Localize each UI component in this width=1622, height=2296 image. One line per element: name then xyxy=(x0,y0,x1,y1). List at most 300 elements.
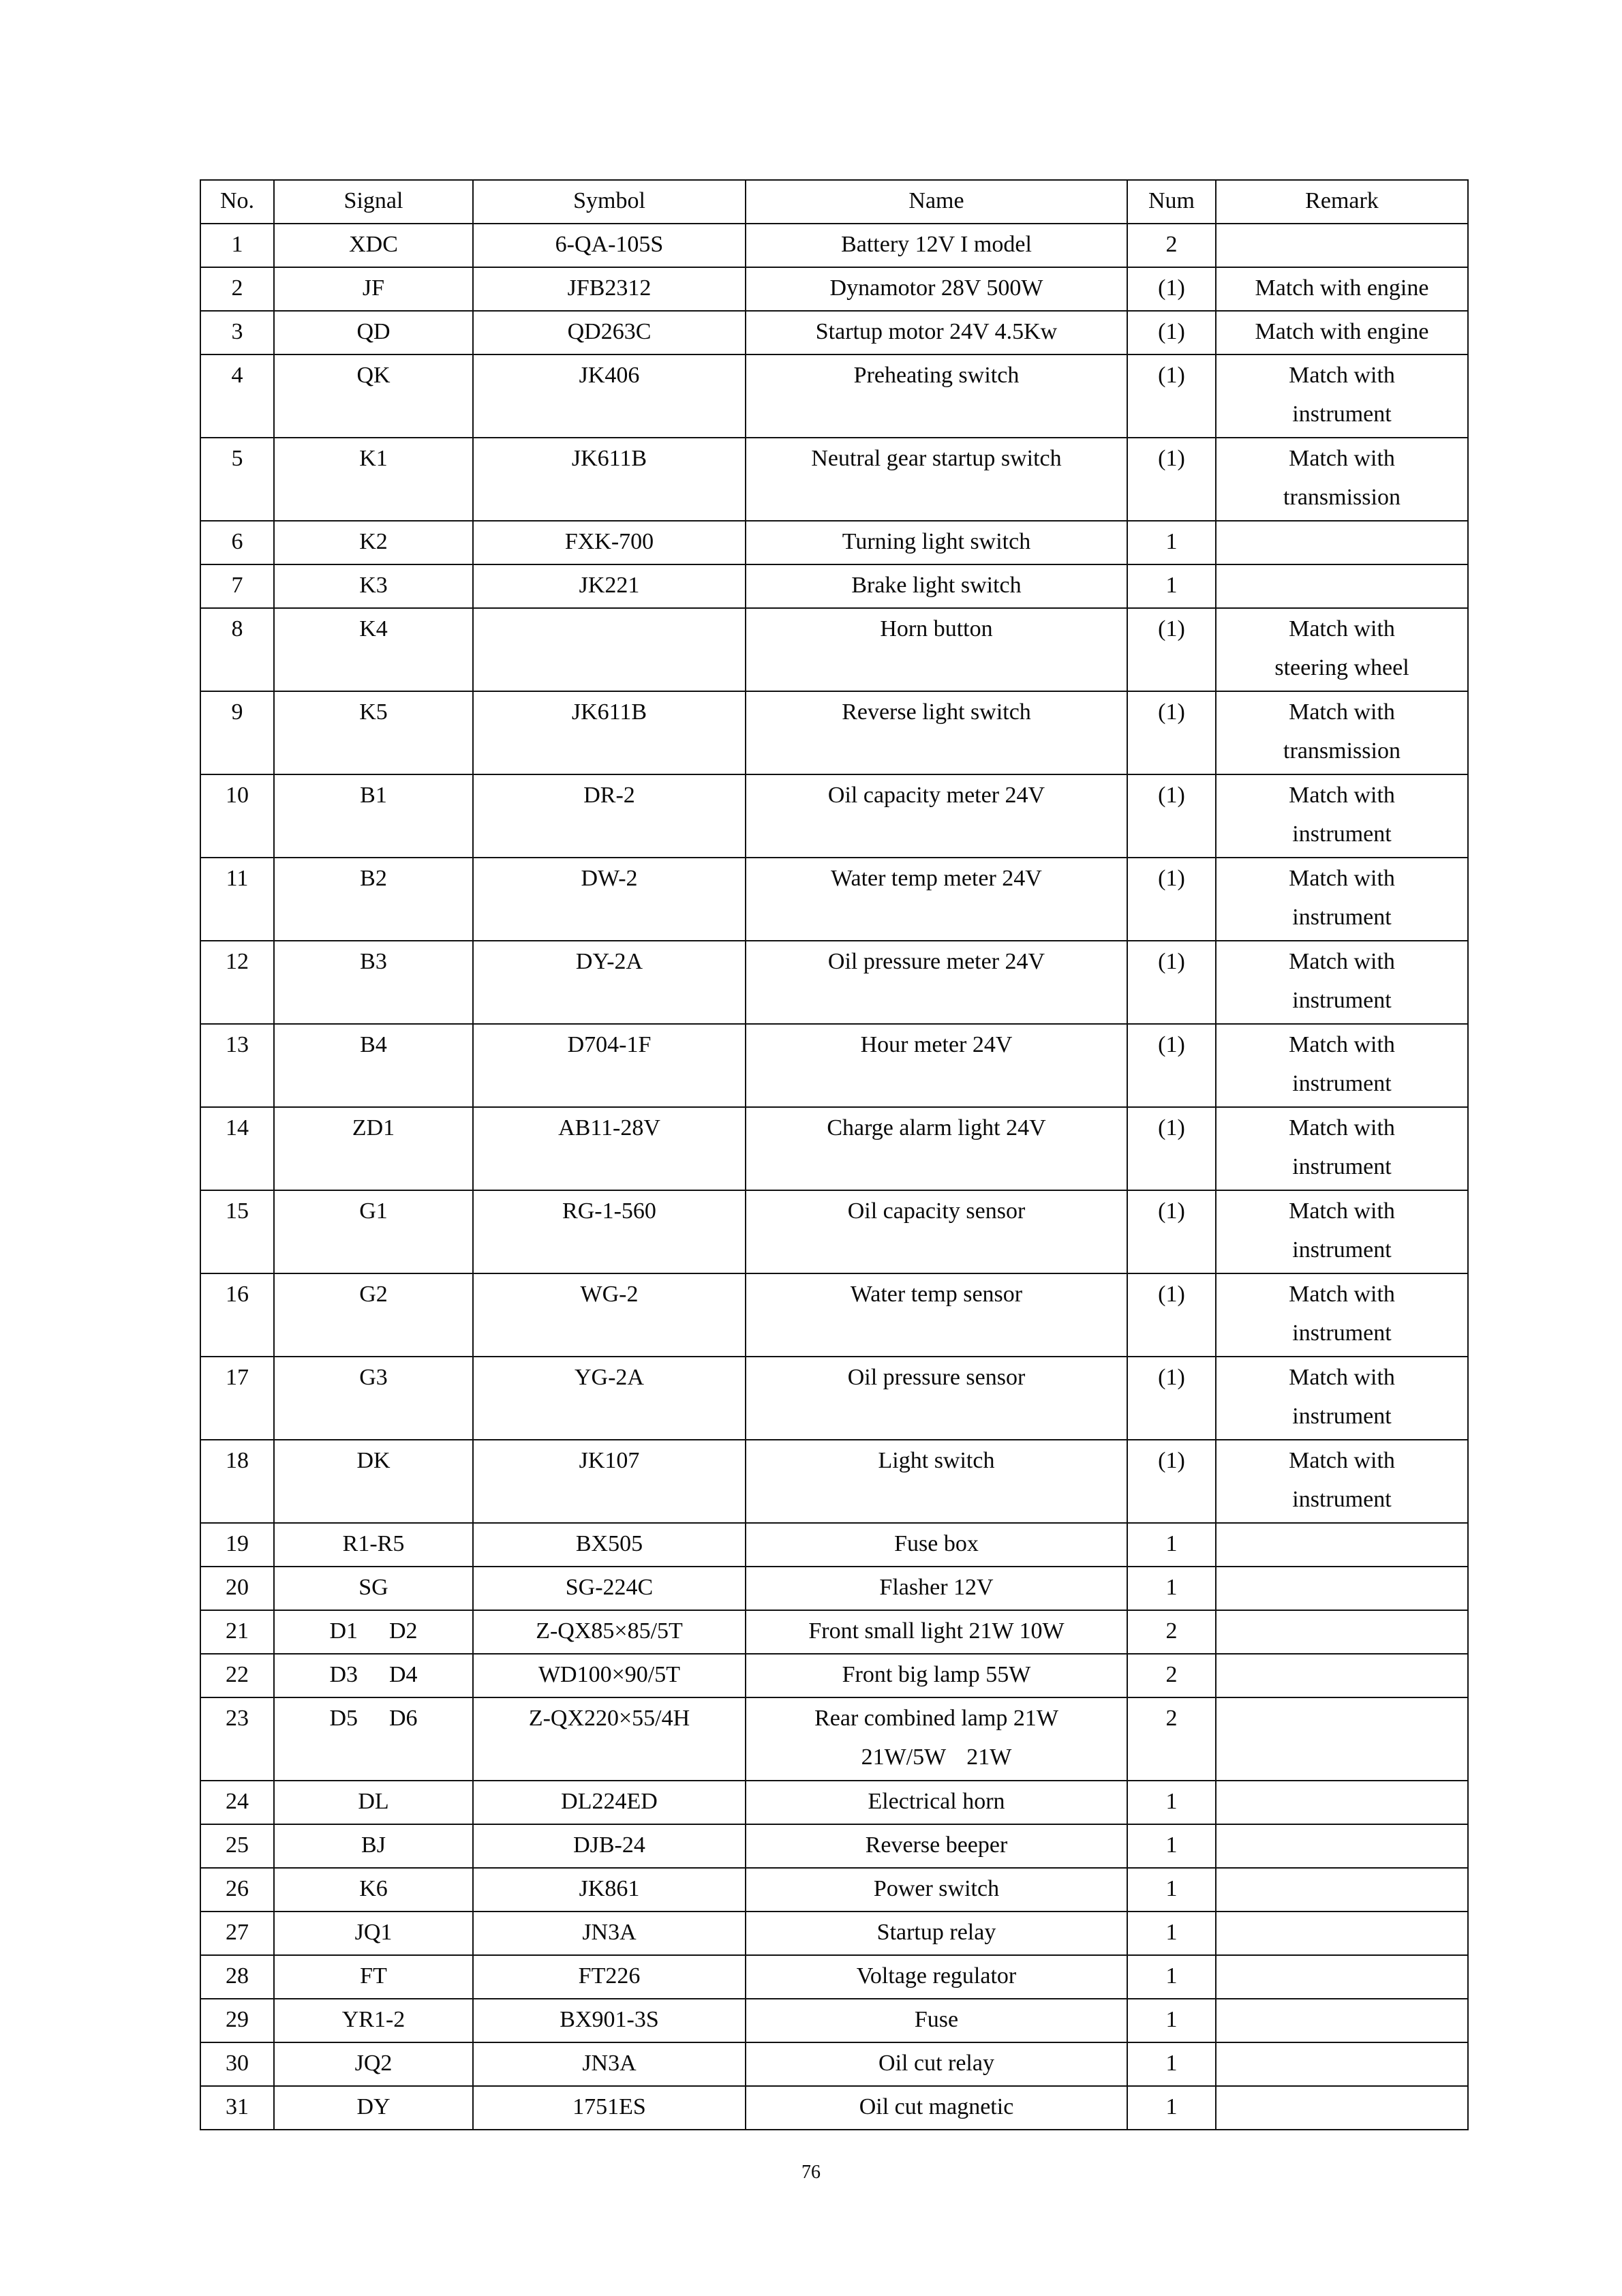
cell-remark xyxy=(1216,1824,1468,1868)
cell-symbol-content: D704-1F xyxy=(567,1032,652,1057)
cell-symbol-content: SG-224C xyxy=(565,1575,654,1600)
cell-name-content: Water temp sensor xyxy=(850,1282,1023,1307)
cell-no-content: 14 xyxy=(226,1115,249,1141)
cell-num-content: 1 xyxy=(1165,1963,1178,1989)
cell-name xyxy=(746,1567,1127,1610)
remark-line-2: transmission xyxy=(1283,738,1401,764)
cell-symbol-content: FXK-700 xyxy=(564,529,654,554)
cell-no xyxy=(200,1024,274,1107)
table-row xyxy=(200,1190,1468,1273)
table-row xyxy=(200,1273,1468,1357)
cell-no-content: 21 xyxy=(226,1618,249,1644)
cell-name xyxy=(746,311,1127,354)
cell-name-content: Preheating switch xyxy=(853,363,1020,388)
cell-symbol-content: RG-1-560 xyxy=(562,1198,656,1224)
cell-no xyxy=(200,521,274,564)
signal-primary: D1 xyxy=(329,1618,358,1644)
remark-line-2: instrument xyxy=(1292,988,1392,1013)
cell-num xyxy=(1127,1273,1216,1357)
cell-signal-content: B1 xyxy=(360,783,387,808)
cell-name-content: Reverse light switch xyxy=(842,699,1031,725)
remark-line-1: Match with xyxy=(1289,1448,1395,1473)
remark-line-1: Match with xyxy=(1289,699,1395,725)
cell-signal xyxy=(274,1523,473,1567)
cell-name-content: Front small light 21W 10W xyxy=(808,1618,1065,1644)
table-row xyxy=(200,1955,1468,1999)
column-header-name-label: Name xyxy=(908,188,964,213)
table-row xyxy=(200,774,1468,858)
cell-num-content: (1) xyxy=(1158,699,1185,725)
cell-signal-content: DL xyxy=(358,1789,389,1814)
name-line-2 xyxy=(750,1746,1122,1769)
cell-symbol-content: YG-2A xyxy=(575,1365,644,1390)
cell-name xyxy=(746,521,1127,564)
cell-name xyxy=(746,224,1127,267)
remark-line-2: instrument xyxy=(1292,1487,1392,1512)
table-row xyxy=(200,267,1468,311)
cell-num-content: (1) xyxy=(1158,1282,1185,1307)
cell-num-content: (1) xyxy=(1158,275,1185,301)
cell-num xyxy=(1127,1567,1216,1610)
cell-symbol xyxy=(473,1824,746,1868)
table-header xyxy=(200,180,1468,224)
remark-line-1: Match with xyxy=(1289,1198,1395,1224)
table-row xyxy=(200,2042,1468,2086)
remark-line-2: instrument xyxy=(1292,1154,1392,1179)
cell-no-content: 9 xyxy=(231,699,243,725)
cell-no-content: 19 xyxy=(226,1531,249,1556)
cell-symbol-content: WG-2 xyxy=(580,1282,639,1307)
cell-no xyxy=(200,438,274,521)
cell-signal xyxy=(274,2042,473,2086)
remark-line-2: steering wheel xyxy=(1274,655,1409,680)
cell-num-content: 1 xyxy=(1165,2051,1178,2076)
cell-symbol xyxy=(473,1999,746,2042)
cell-remark-content xyxy=(1216,1191,1467,1273)
cell-symbol xyxy=(473,941,746,1024)
cell-signal xyxy=(274,1999,473,2042)
cell-num xyxy=(1127,438,1216,521)
cell-remark xyxy=(1216,1567,1468,1610)
cell-signal xyxy=(274,1697,473,1781)
cell-signal xyxy=(274,224,473,267)
cell-name xyxy=(746,1999,1127,2042)
cell-remark xyxy=(1216,354,1468,438)
cell-no-content: 23 xyxy=(226,1706,249,1731)
cell-signal-content: R1-R5 xyxy=(342,1531,405,1556)
signal-secondary: D6 xyxy=(389,1706,418,1731)
cell-num-content: (1) xyxy=(1158,1365,1185,1390)
cell-no xyxy=(200,1868,274,1912)
column-header-no-label: No. xyxy=(219,188,255,213)
cell-symbol-content: JK861 xyxy=(579,1876,640,1901)
cell-remark-content xyxy=(1216,1655,1467,1697)
table-row xyxy=(200,1999,1468,2042)
remark-line-2: instrument xyxy=(1292,821,1392,847)
cell-name xyxy=(746,1912,1127,1955)
cell-symbol xyxy=(473,1523,746,1567)
cell-signal-content: JQ2 xyxy=(354,2051,393,2076)
cell-symbol xyxy=(473,1357,746,1440)
cell-name-content: Turning light switch xyxy=(842,529,1031,554)
cell-symbol xyxy=(473,608,746,691)
cell-remark-content xyxy=(1216,1025,1467,1106)
cell-signal xyxy=(274,1440,473,1523)
cell-symbol-content: JN3A xyxy=(582,1920,637,1945)
table-row xyxy=(200,1567,1468,1610)
cell-num xyxy=(1127,267,1216,311)
cell-num xyxy=(1127,1610,1216,1654)
cell-name xyxy=(746,267,1127,311)
column-header-num-label: Num xyxy=(1148,188,1195,213)
cell-num-content: (1) xyxy=(1158,616,1185,641)
parts-list-table xyxy=(200,179,1469,2130)
cell-no-content: 5 xyxy=(231,446,243,471)
cell-remark xyxy=(1216,224,1468,267)
cell-remark xyxy=(1216,1654,1468,1697)
cell-no xyxy=(200,354,274,438)
cell-num-content: 1 xyxy=(1165,1876,1178,1901)
cell-name xyxy=(746,691,1127,774)
cell-symbol xyxy=(473,564,746,608)
cell-num xyxy=(1127,1868,1216,1912)
cell-remark xyxy=(1216,1999,1468,2042)
cell-num xyxy=(1127,2086,1216,2130)
cell-name-content: Power switch xyxy=(873,1876,1000,1901)
cell-signal-content: G3 xyxy=(359,1365,388,1390)
cell-num xyxy=(1127,691,1216,774)
cell-name xyxy=(746,1824,1127,1868)
cell-remark xyxy=(1216,1955,1468,1999)
cell-no-content: 8 xyxy=(231,616,243,641)
cell-symbol xyxy=(473,1868,746,1912)
cell-remark-content xyxy=(1216,609,1467,691)
cell-symbol xyxy=(473,311,746,354)
cell-name xyxy=(746,608,1127,691)
cell-num-content: (1) xyxy=(1158,446,1185,471)
cell-remark-content xyxy=(1216,941,1467,1023)
remark-line-2: instrument xyxy=(1292,1237,1392,1263)
remark-line-1: Match with xyxy=(1289,1115,1395,1141)
cell-symbol xyxy=(473,1781,746,1824)
table-row xyxy=(200,1024,1468,1107)
cell-remark-content xyxy=(1216,1869,1467,1911)
cell-no-content: 3 xyxy=(231,319,243,344)
cell-num-content: 1 xyxy=(1165,529,1178,554)
cell-num xyxy=(1127,1190,1216,1273)
cell-signal xyxy=(274,438,473,521)
cell-symbol xyxy=(473,2086,746,2130)
signal-secondary: D2 xyxy=(389,1618,418,1644)
cell-symbol-content: JK406 xyxy=(579,363,640,388)
cell-name-content: Horn button xyxy=(880,616,993,641)
cell-name-content: Neutral gear startup switch xyxy=(811,446,1062,471)
cell-signal xyxy=(274,691,473,774)
cell-signal xyxy=(274,1654,473,1697)
cell-num xyxy=(1127,311,1216,354)
cell-signal-content: B3 xyxy=(360,949,387,974)
cell-name xyxy=(746,1610,1127,1654)
column-header-signal xyxy=(274,180,473,224)
cell-no xyxy=(200,1440,274,1523)
cell-remark-content xyxy=(1216,565,1467,607)
remark-line-2: transmission xyxy=(1283,485,1401,510)
cell-signal xyxy=(274,311,473,354)
cell-signal-content xyxy=(275,1655,472,1697)
cell-no-content: 27 xyxy=(226,1920,249,1945)
cell-signal xyxy=(274,1567,473,1610)
cell-remark-content xyxy=(1216,858,1467,940)
cell-signal-content: K4 xyxy=(359,616,388,641)
cell-num xyxy=(1127,858,1216,941)
cell-remark xyxy=(1216,1781,1468,1824)
cell-num-content: 2 xyxy=(1165,1662,1178,1687)
cell-no-content: 4 xyxy=(231,363,243,388)
cell-remark xyxy=(1216,1697,1468,1781)
cell-remark xyxy=(1216,1357,1468,1440)
cell-signal xyxy=(274,1781,473,1824)
cell-remark xyxy=(1216,1610,1468,1654)
cell-symbol xyxy=(473,858,746,941)
cell-name-content: Oil pressure sensor xyxy=(847,1365,1026,1390)
remark-line-1: Match with xyxy=(1289,783,1395,808)
cell-symbol xyxy=(473,354,746,438)
table-row xyxy=(200,438,1468,521)
cell-name-content: Light switch xyxy=(878,1448,995,1473)
cell-no-content: 6 xyxy=(231,529,243,554)
cell-num xyxy=(1127,1107,1216,1190)
cell-signal xyxy=(274,1273,473,1357)
cell-num-content: (1) xyxy=(1158,949,1185,974)
cell-signal-content: YR1-2 xyxy=(341,2007,406,2032)
cell-num-content: 1 xyxy=(1165,1832,1178,1858)
cell-signal-content: K6 xyxy=(359,1876,388,1901)
cell-no-content: 15 xyxy=(226,1198,249,1224)
cell-symbol-content: Z-QX85×85/5T xyxy=(536,1618,683,1644)
cell-num xyxy=(1127,608,1216,691)
cell-symbol xyxy=(473,774,746,858)
cell-name-content: Flasher 12V xyxy=(879,1575,994,1600)
cell-remark xyxy=(1216,564,1468,608)
cell-signal-content: B2 xyxy=(360,866,387,891)
cell-signal xyxy=(274,564,473,608)
cell-no-content: 12 xyxy=(226,949,249,974)
cell-no-content: 25 xyxy=(226,1832,249,1858)
cell-name-content: Oil capacity sensor xyxy=(847,1198,1026,1224)
table-row xyxy=(200,1824,1468,1868)
cell-no xyxy=(200,2042,274,2086)
cell-symbol-content: Z-QX220×55/4H xyxy=(528,1706,690,1731)
cell-symbol xyxy=(473,1610,746,1654)
cell-signal xyxy=(274,1868,473,1912)
column-header-name xyxy=(746,180,1127,224)
table-row xyxy=(200,1912,1468,1955)
cell-remark-content xyxy=(1216,1274,1467,1356)
cell-no xyxy=(200,858,274,941)
cell-signal-content: JQ1 xyxy=(354,1920,393,1945)
table-header-row xyxy=(200,180,1468,224)
cell-symbol-content: AB11-28V xyxy=(558,1115,660,1141)
table-row xyxy=(200,564,1468,608)
cell-signal xyxy=(274,521,473,564)
cell-name xyxy=(746,774,1127,858)
cell-no-content: 28 xyxy=(226,1963,249,1989)
cell-num-content: (1) xyxy=(1158,1032,1185,1057)
cell-no-content: 30 xyxy=(226,2051,249,2076)
cell-name xyxy=(746,1654,1127,1697)
cell-remark-content xyxy=(1216,1781,1467,1824)
cell-name xyxy=(746,564,1127,608)
cell-remark xyxy=(1216,1912,1468,1955)
cell-remark-content: Match with engine xyxy=(1255,319,1429,344)
cell-remark xyxy=(1216,311,1468,354)
signal-primary: D3 xyxy=(329,1662,358,1687)
cell-symbol xyxy=(473,1567,746,1610)
cell-remark xyxy=(1216,1868,1468,1912)
cell-num-content: (1) xyxy=(1158,1448,1185,1473)
cell-name-content: Battery 12V I model xyxy=(841,232,1032,257)
cell-symbol xyxy=(473,1107,746,1190)
cell-num xyxy=(1127,2042,1216,2086)
signal-secondary: D4 xyxy=(389,1662,418,1687)
remark-line-1: Match with xyxy=(1289,446,1395,471)
name-line-2-part-1: 21W/5W xyxy=(861,1744,947,1770)
cell-no-content: 13 xyxy=(226,1032,249,1057)
cell-num-content: (1) xyxy=(1158,363,1185,388)
cell-name-content: Brake light switch xyxy=(851,573,1022,598)
cell-signal-content: DK xyxy=(356,1448,391,1473)
cell-signal-content xyxy=(275,1611,472,1653)
cell-no xyxy=(200,691,274,774)
cell-name xyxy=(746,1697,1127,1781)
cell-signal-content: K3 xyxy=(359,573,388,598)
cell-num-content: (1) xyxy=(1158,1115,1185,1141)
cell-name-content: Voltage regulator xyxy=(856,1963,1017,1989)
cell-symbol-content: BX901-3S xyxy=(560,2007,659,2032)
cell-no-content: 16 xyxy=(226,1282,249,1307)
cell-no-content: 11 xyxy=(226,866,249,891)
cell-num xyxy=(1127,1440,1216,1523)
cell-signal xyxy=(274,354,473,438)
cell-remark-content xyxy=(1216,1956,1467,1998)
cell-num-content: 2 xyxy=(1165,232,1178,257)
cell-symbol xyxy=(473,2042,746,2086)
cell-symbol-content: WD100×90/5T xyxy=(538,1662,681,1687)
cell-remark xyxy=(1216,1273,1468,1357)
remark-line-1: Match with xyxy=(1289,1282,1395,1307)
cell-symbol-content: BX505 xyxy=(575,1531,643,1556)
parts-list-table-container xyxy=(200,179,1467,2130)
cell-symbol-content: DW-2 xyxy=(581,866,638,891)
cell-remark xyxy=(1216,1190,1468,1273)
cell-remark xyxy=(1216,2086,1468,2130)
cell-name-content: Reverse beeper xyxy=(865,1832,1008,1858)
cell-symbol-content xyxy=(474,609,745,691)
table-row xyxy=(200,1781,1468,1824)
cell-remark-content: Match with engine xyxy=(1255,275,1429,301)
remark-line-1: Match with xyxy=(1289,616,1395,641)
column-header-remark-label: Remark xyxy=(1305,188,1379,213)
column-header-num xyxy=(1127,180,1216,224)
cell-remark-content xyxy=(1216,1524,1467,1566)
cell-no-content: 2 xyxy=(231,275,243,301)
cell-signal-content: K2 xyxy=(359,529,388,554)
cell-symbol xyxy=(473,1440,746,1523)
cell-no xyxy=(200,1190,274,1273)
cell-no xyxy=(200,224,274,267)
cell-no-content: 1 xyxy=(231,232,243,257)
cell-remark-content xyxy=(1216,1108,1467,1190)
cell-symbol xyxy=(473,1273,746,1357)
table-body xyxy=(200,224,1468,2130)
cell-no-content: 31 xyxy=(226,2094,249,2119)
cell-symbol-content: 1751ES xyxy=(572,2094,646,2119)
cell-symbol-content: DR-2 xyxy=(583,783,635,808)
cell-no-content: 18 xyxy=(226,1448,249,1473)
cell-name-content: Electrical horn xyxy=(868,1789,1005,1814)
cell-symbol-content: 6-QA-105S xyxy=(555,232,664,257)
cell-name xyxy=(746,2042,1127,2086)
cell-signal xyxy=(274,941,473,1024)
cell-no xyxy=(200,1567,274,1610)
cell-num-content: 1 xyxy=(1165,1575,1178,1600)
remark-line-2: instrument xyxy=(1292,1071,1392,1096)
cell-symbol-content: DY-2A xyxy=(575,949,643,974)
cell-no-content: 17 xyxy=(226,1365,249,1390)
cell-name xyxy=(746,1190,1127,1273)
cell-remark-content xyxy=(1216,692,1467,774)
cell-remark xyxy=(1216,438,1468,521)
cell-symbol xyxy=(473,1190,746,1273)
cell-no-content: 22 xyxy=(226,1662,249,1687)
cell-signal xyxy=(274,267,473,311)
cell-name xyxy=(746,1955,1127,1999)
cell-num xyxy=(1127,564,1216,608)
cell-num xyxy=(1127,1912,1216,1955)
cell-symbol-content: DL224ED xyxy=(561,1789,658,1814)
column-header-remark xyxy=(1216,180,1468,224)
cell-remark xyxy=(1216,521,1468,564)
cell-signal xyxy=(274,858,473,941)
table-row xyxy=(200,2086,1468,2130)
cell-remark-content xyxy=(1216,1912,1467,1954)
table-row xyxy=(200,521,1468,564)
name-line-2-part-2: 21W xyxy=(966,1744,1012,1770)
cell-signal-content: QK xyxy=(356,363,391,388)
cell-name xyxy=(746,438,1127,521)
cell-signal-content: XDC xyxy=(349,232,398,257)
cell-name xyxy=(746,941,1127,1024)
cell-remark xyxy=(1216,858,1468,941)
cell-remark-content xyxy=(1216,1611,1467,1653)
cell-signal xyxy=(274,1955,473,1999)
cell-symbol-content: JK611B xyxy=(571,446,647,471)
table-row xyxy=(200,691,1468,774)
remark-line-2: instrument xyxy=(1292,402,1392,427)
cell-signal xyxy=(274,1912,473,1955)
name-line-1: Rear combined lamp 21W xyxy=(814,1706,1058,1731)
cell-remark xyxy=(1216,774,1468,858)
cell-remark xyxy=(1216,1440,1468,1523)
cell-name-content: Charge alarm light 24V xyxy=(827,1115,1046,1141)
cell-symbol xyxy=(473,1955,746,1999)
cell-name xyxy=(746,1440,1127,1523)
column-header-signal-label: Signal xyxy=(343,188,403,213)
cell-signal xyxy=(274,2086,473,2130)
cell-num xyxy=(1127,1697,1216,1781)
cell-num xyxy=(1127,354,1216,438)
cell-remark-content xyxy=(1216,1357,1467,1439)
